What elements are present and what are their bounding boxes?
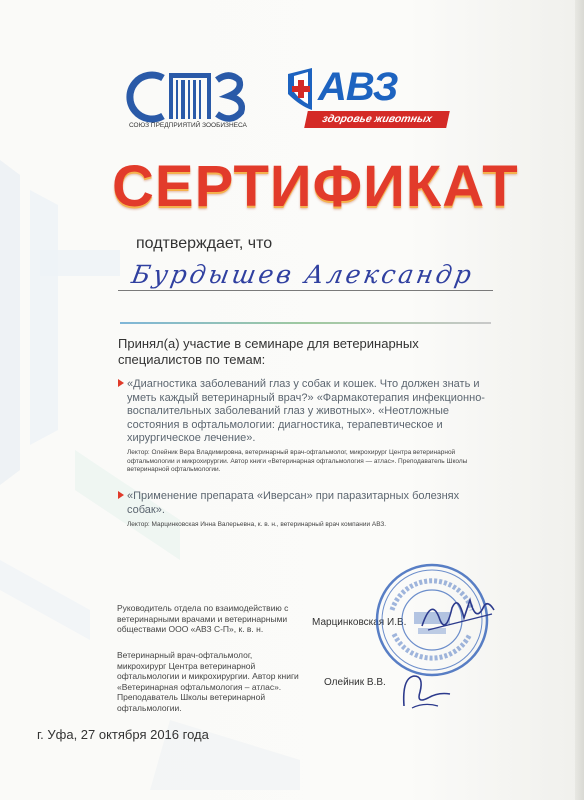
- avz-logo-text: АВЗ: [318, 65, 398, 109]
- topic-item: [118, 490, 494, 517]
- divider-rule: [120, 322, 491, 324]
- signatory-name: Олейник В.В.: [324, 677, 386, 688]
- topic-lecturer: Лектор: Марцинковская Инна Валерьевна, к. в. н., ветеринарный врач компании АВЗ.: [127, 521, 387, 528]
- signature-oleynik: [398, 668, 458, 712]
- page-edge-shadow: [575, 0, 584, 800]
- confirms-text: подтверждает, что: [136, 235, 273, 252]
- spz-logo-caption: СОЮЗ ПРЕДПРИЯТИЙ ЗООБИЗНЕСА: [129, 122, 247, 129]
- issue-date: г. Уфа, 27 октября 2016 года: [37, 727, 209, 742]
- topic-text: «Диагностика заболеваний глаз у собак и кошек. Что должен знать и уметь каждый ветеринарный врач?» «Фармакотерапия инфекционно-воспалительных заболеваний глаз у животных». «Неотложные состояния в офтальмологии: диагностика, терапевтическое и хирургическое лечение».: [127, 378, 485, 444]
- recipient-name: Бурдышев Александр: [129, 260, 477, 289]
- bullet-arrow-icon: [118, 491, 124, 499]
- recipient-underline: [118, 290, 493, 291]
- signatory-title: Ветеринарный врач-офтальмолог, микрохирург Центра ветеринарной офтальмологии и микрохирургии. Автор книги «Ветеринарная офтальмология – атлас». Преподаватель Школы ветеринарной офтальмологии.: [117, 650, 299, 713]
- topic-item: [118, 378, 494, 446]
- signatory-title: Руководитель отдела по взаимодействию с ветеринарными врачами и ветеринарными обществами ООО «АВЗ С-П», к. в. н.: [117, 603, 289, 634]
- participation-text: Принял(а) участие в семинаре для ветеринарных специалистов по темам:: [118, 336, 419, 367]
- topic-lecturer: Лектор: Олейник Вера Владимировна, ветеринарный врач-офтальмолог, микрохирург Центра ветеринарной офтальмологии и микрохирургии. Автор книги «Ветеринарная офтальмология — атлас». Преподаватель Школы ветеринарной офтальмологии.: [127, 449, 468, 473]
- bullet-arrow-icon: [118, 379, 124, 387]
- avz-logo-tagline: здоровье животных: [304, 111, 450, 128]
- certificate-title: СЕРТИФИКАТ: [112, 154, 519, 219]
- topic-text: «Применение препарата «Иверсан» при паразитарных болезнях собак».: [127, 490, 460, 516]
- signature-marcinkovskaya: [418, 590, 498, 640]
- signatory-name: Марцинковская И.В.: [312, 617, 407, 628]
